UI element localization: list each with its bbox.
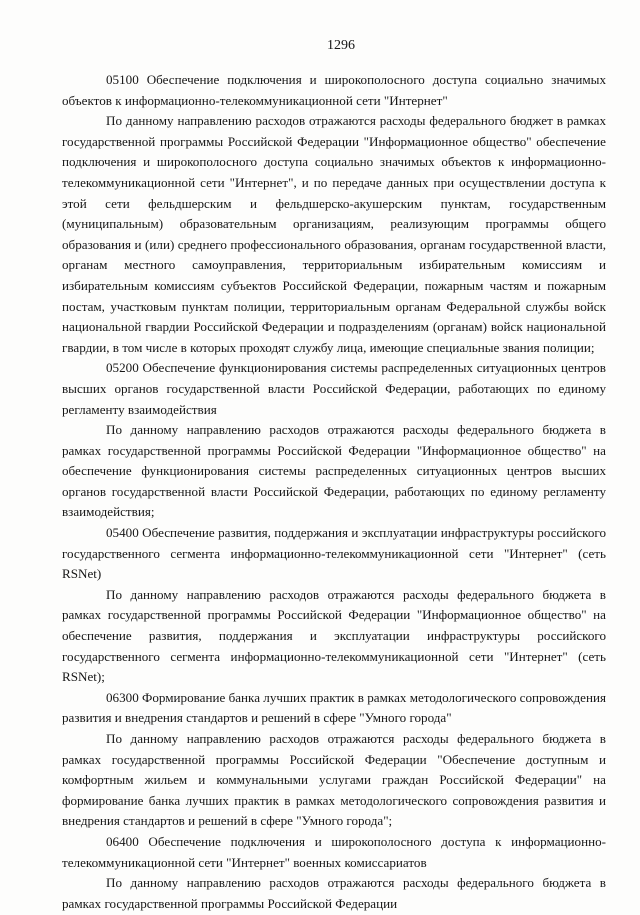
paragraph-05200-heading: 05200 Обеспечение функционирования системы распределенных ситуационных центров высших органов государственной власти Российской Федерации, работающих по единому регламенту взаимодействия: [62, 360, 606, 417]
paragraph-05400-description: По данному направлению расходов отражаются расходы федерального бюджета в рамках государственной программы Российской Федерации "Информационное общество" на обеспечение развития, поддержания и эксплуатации инфраструктуры российского государственного сегмента информационно-телекоммуникационной сети "Интернет" (сеть RSNet);: [62, 586, 606, 685]
paragraph-06400-description: По данному направлению расходов отражаются расходы федерального бюджета в рамках государственной программы Российской Федерации: [62, 875, 606, 911]
body-text: [62, 70, 606, 914]
paragraph-06300-heading: 06300 Формирование банка лучших практик в рамках методологического сопровождения развития и внедрения стандартов и решений в сфере "Умного города": [62, 689, 606, 726]
paragraph-05100-description: По данному направлению расходов отражаются расходы федерального бюджет в рамках государственной программы Российской Федерации "Информационное общество" обеспечение подключения и широкополосного доступа социально значимых объектов к информационно-телекоммуникационной сети "Интернет", и по передаче данных при осуществлении доступа к этой сети фельдшерским и фельдшерско-акушерским пунктам, государственным (муниципальным) образовательным организациям, реализующим программы общего образования и (или) среднего профессионального образования, органам государственной власти, органам местного самоуправления, территориальным избирательным комиссиям и избирательным комиссиям субъектов Российской Федерации, пожарным частям и пожарным постам, участковым пунктам полиции, территориальным органам Федеральной службы войск национальной гвардии Российской Федерации и подразделениям (органам) войск национальной гвардии, в том числе в которых проходят службу лица, имеющие специальные звания полиции;: [62, 113, 606, 355]
paragraph-05200-description: По данному направлению расходов отражаются расходы федерального бюджета в рамках государственной программы Российской Федерации "Информационное общество" на обеспечение функционирования системы распределенных ситуационных центров высших органов государственной власти Российской Федерации, работающих по единому регламенту взаимодействия;: [62, 422, 606, 520]
paragraph-06400-heading: 06400 Обеспечение подключения и широкополосного доступа к информационно-телекоммуникационной сети "Интернет" военных комиссариатов: [62, 833, 606, 870]
paragraph-05400-heading: 05400 Обеспечение развития, поддержания и эксплуатации инфраструктуры российского государственного сегмента информационно-телекоммуникационной сети "Интернет" (сеть RSNet): [62, 525, 606, 582]
paragraph-06300-description: По данному направлению расходов отражаются расходы федерального бюджета в рамках государственной программы Российской Федерации "Обеспечение доступным и комфортным жильем и коммунальными услугами граждан Российской Федерации" на формирование банка лучших практик в рамках методологического сопровождения развития и внедрения стандартов и решений в сфере "Умного города";: [62, 731, 606, 829]
paragraph-05100-heading: 05100 Обеспечение подключения и широкополосного доступа социально значимых объектов к информационно-телекоммуникационной сети "Интернет": [62, 72, 606, 108]
page-number: 1296: [327, 38, 355, 53]
